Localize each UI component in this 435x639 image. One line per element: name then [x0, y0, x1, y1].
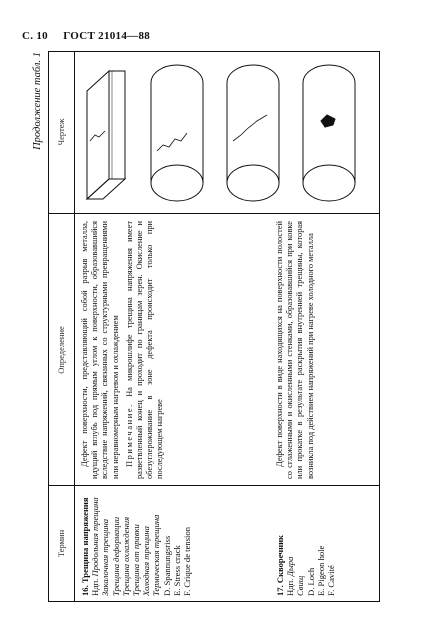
standard-code: ГОСТ 21014—88 — [63, 30, 151, 42]
nd-synonym: Трещина от правки — [131, 524, 142, 596]
page-number: С. 10 — [22, 30, 48, 42]
table-caption: Продолжение табл. 1 — [32, 52, 43, 150]
cylinder-surface-crack-drawing — [227, 65, 279, 201]
foreign-term: D. Loch — [305, 567, 316, 596]
foreign-term: D. Spannungsriss — [161, 535, 172, 596]
term-title: 17. Скворечник — [275, 534, 285, 596]
col-header-terms: Термин — [56, 529, 66, 558]
col-header-drawing: Чертеж — [56, 118, 66, 146]
nd-synonym: Свищ — [295, 575, 306, 596]
nd-synonym: Термическая трещина — [151, 514, 162, 596]
term-title: 16. Трещина напряжения — [80, 497, 90, 596]
defect-drawings — [77, 53, 377, 211]
nd-synonym: Холодная трещина — [141, 526, 152, 596]
nd-synonym: Закалочная трещина — [100, 518, 111, 596]
foreign-term: E. Pigeon hole — [315, 545, 326, 596]
definition-text: Дефект поверхности, представляющий собой разрыв металла, идущий вглубь под прямым углом к поверхности, образовавшийся вследствие напряжений, связанных со структурными превращениями или неравномерным нагревом и охлаждением — [80, 221, 120, 479]
term-16 — [80, 488, 192, 596]
column-divider — [49, 485, 379, 486]
nd-synonym: Трещина охлаждения — [120, 516, 131, 596]
definition-17 — [275, 221, 320, 479]
definition-text: Дефект поверхности в виде находящихся на поверхности полостей со сглаженными и окисленными стенками, образовавшийся при ковке или прокатке в результате раскрытия внутренней трещины, которая возникла под действием напряжений при нагреве холодного металла — [275, 221, 315, 479]
term-17 — [275, 488, 336, 596]
terms-table — [48, 51, 380, 602]
nd-line: Ндп. Продольная трещина — [90, 497, 101, 596]
cylinder-pigeon-hole-drawing — [303, 65, 355, 201]
nd-synonym: Трещина деформации — [110, 516, 121, 596]
col-header-definition: Определение — [56, 326, 66, 374]
foreign-term: F. Crique de tension — [182, 526, 193, 596]
definition-note: Примечание. На микрошлифе трещина напряжения имеет разветвленный конец и проходит по границам зерен. Окисление и обезуглероживание в зоне дефекта происходит только при последующем нагреве — [124, 221, 165, 479]
page-header — [22, 30, 150, 42]
table-header-row — [49, 52, 75, 601]
foreign-term: F. Cavité — [326, 565, 337, 596]
rotated-table-frame — [30, 51, 383, 602]
foreign-term: E. Stress crack — [171, 545, 182, 596]
column-divider — [49, 213, 379, 214]
definition-16 — [80, 221, 170, 479]
cylinder-crack-drawing — [151, 65, 203, 201]
nd-line: Ндп. Дыра — [285, 556, 296, 596]
slab-crack-drawing — [87, 71, 125, 199]
